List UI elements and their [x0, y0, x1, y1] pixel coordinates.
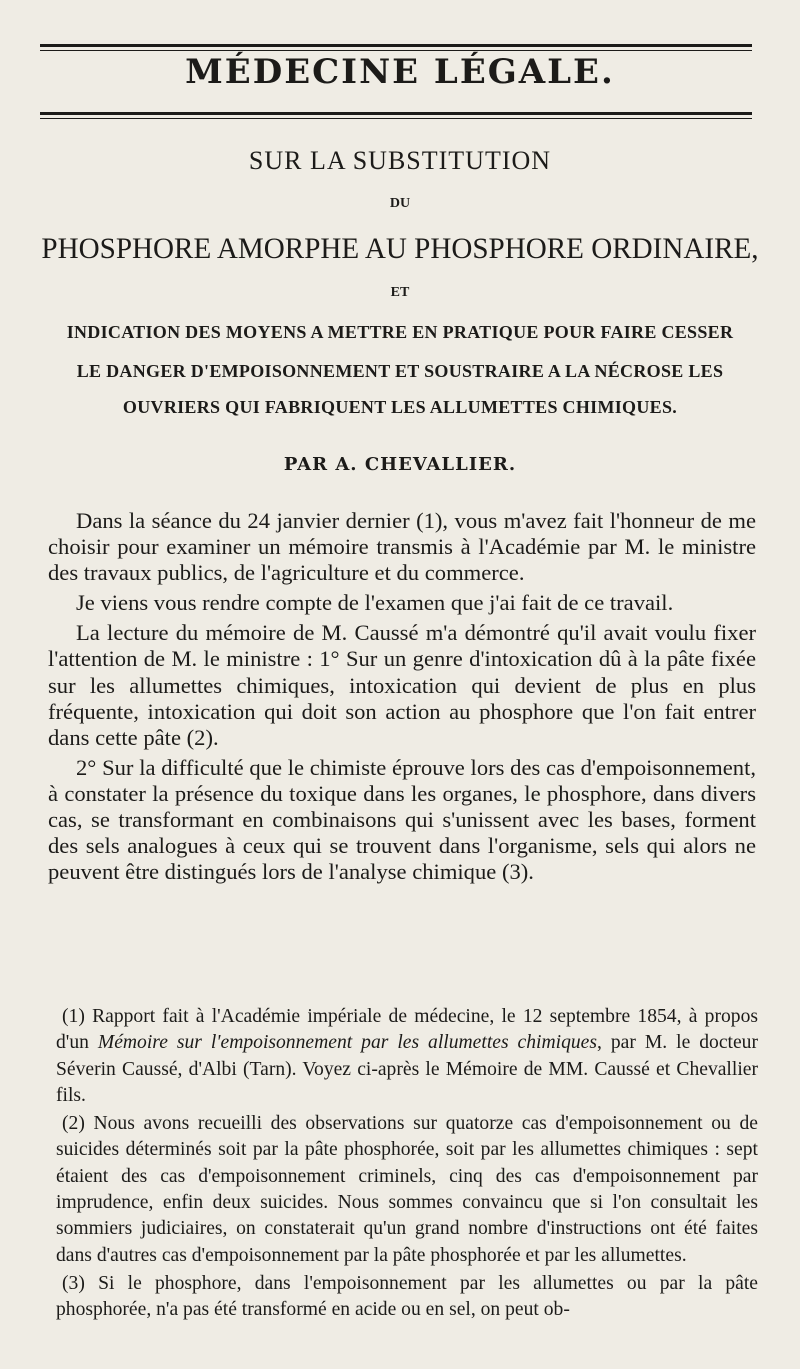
footnotes [56, 1004, 758, 1326]
body-paragraph-2: Je viens vous rendre compte de l'examen que j'ai fait de ce travail. [76, 590, 674, 616]
title-conjunction-du: DU [389, 196, 411, 211]
footnote-1-text-b: , par M. le docteur Séverin Caussé, d'Albi (Tarn). Voyez ci-après le Mémoire de MM. Caussé et Chevallier fils. [56, 1032, 758, 1106]
title-line-1: SUR LA SUBSTITUTION [248, 146, 552, 175]
title-line-3: INDICATION DES MOYENS A METTRE EN PRATIQUE POUR FAIRE CESSER [66, 322, 734, 342]
footnote-3: (3) Si le phosphore, dans l'empoisonnement par les allumettes ou par la pâte phosphorée, n'a pas été transformé en acide ou en sel, on peut ob- [56, 1272, 758, 1321]
footnote-1-italic-title: Mémoire sur l'empoisonnement par les allumettes chimiques [97, 1032, 598, 1054]
title-line-5: OUVRIERS QUI FABRIQUENT LES ALLUMETTES CHIMIQUES. [122, 397, 678, 417]
body-paragraph-4: 2° Sur la difficulté que le chimiste éprouve lors des cas d'empoisonnement, à constater la présence du toxique dans les organes, le phosphore, dans divers cas, se transformant en combinaisons qui s'unissent avec les bases, forment des sels analogues à ceux qui se trouvent dans l'organisme, sels qui alors ne peuvent être distingués lors de l'analyse chimique (3). [48, 754, 756, 885]
mid-rule-thin [40, 118, 752, 119]
title-conjunction-et: ET [390, 285, 410, 300]
footnote-1 [56, 1004, 758, 1109]
top-rule-thick [40, 44, 752, 47]
mid-rule-thick [40, 112, 752, 115]
top-rule-thin [40, 50, 752, 51]
body-paragraph-3: La lecture du mémoire de M. Caussé m'a démontré qu'il avait voulu fixer l'attention de M. le ministre : 1° Sur un genre d'intoxication dû à la pâte fixée sur les allumettes chimiques, intoxication qui devient de plus en plus fréquente, intoxication qui doit son action au phosphore que l'on fait entrer dans cette pâte (2). [48, 620, 756, 750]
body-text [48, 508, 756, 889]
title-line-2: PHOSPHORE AMORPHE AU PHOSPHORE ORDINAIRE, [41, 232, 759, 265]
section-title: MÉDECINE LÉGALE. [185, 52, 615, 92]
title-line-4: LE DANGER D'EMPOISONNEMENT ET SOUSTRAIRE A LA NÉCROSE LES [76, 361, 724, 381]
body-paragraph-1: Dans la séance du 24 janvier dernier (1), vous m'avez fait l'honneur de me choisir pour examiner un mémoire transmis à l'Académie par M. le ministre des travaux publics, de l'agriculture et du commerce. [48, 508, 756, 586]
author-line: PAR A. CHEVALLIER. [283, 454, 517, 475]
footnote-1-text-a: (1) Rapport fait à l'Académie impériale de médecine, le 12 septembre 1854, à propos d'un [56, 1006, 758, 1054]
footnote-2: (2) Nous avons recueilli des observations sur quatorze cas d'empoisonnement ou de suicides déterminés soit par la pâte phosphorée, soit par les allumettes chimiques : sept étaient des cas d'empoisonnement criminels, cinq des cas d'empoisonnement par imprudence, enfin deux suicides. Nous sommes convaincu que si l'on consultait les sommiers judiciaires, on constaterait qu'un grand nombre d'instructions ont été faites dans d'autres cas d'empoisonnement par la pâte phosphorée et par les allumettes. [56, 1113, 758, 1266]
